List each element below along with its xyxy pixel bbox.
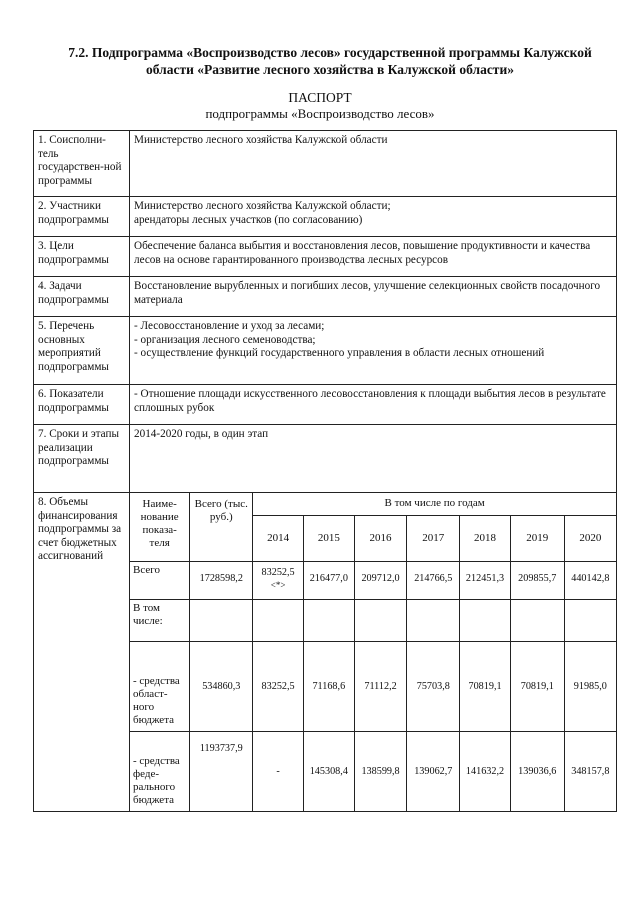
value-cell: 91985,0	[564, 641, 616, 731]
value-cell	[407, 599, 460, 641]
col-name-header: Наиме-нование показа-теля	[130, 493, 190, 561]
row-value: - Отношение площади искусственного лесовосстановления к площади выбытия лесов в результате сплошных рубок	[130, 385, 617, 425]
year-header: 2017	[407, 515, 460, 561]
list-line: - осуществление функций государственного управления в области лесных отношений	[134, 347, 545, 359]
col-years-header: В том числе по годам	[253, 493, 616, 515]
value-cell	[510, 599, 564, 641]
year-header: 2020	[564, 515, 616, 561]
row-label: 8. Объемы финансирования подпрограммы за счет бюджетных ассигнований	[34, 493, 130, 812]
passport-row-8	[34, 493, 617, 812]
row-value: 2014-2020 годы, в один этап	[130, 425, 617, 493]
row-value: Министерство лесного хозяйства Калужской области	[130, 131, 617, 197]
finance-row-federal	[130, 731, 616, 811]
value-cell: 139062,7	[407, 731, 460, 811]
value-cell	[564, 599, 616, 641]
value-cell: 139036,6	[510, 731, 564, 811]
year-header: 2018	[460, 515, 511, 561]
value-cell: 71168,6	[303, 641, 354, 731]
value-cell	[460, 599, 511, 641]
row-value: Восстановление вырубленных и погибших лесов, улучшение селекционных свойств посадочного материала	[130, 277, 617, 317]
value-cell: 216477,0	[303, 561, 354, 599]
finance-row-including	[130, 599, 616, 641]
passport-row-4	[34, 277, 617, 317]
passport-row-5	[34, 317, 617, 385]
row-label: 3. Цели подпрограммы	[34, 237, 130, 277]
passport-table	[33, 130, 617, 812]
row-label: 2. Участники подпрограммы	[34, 197, 130, 237]
passport-row-6	[34, 385, 617, 425]
value-cell: 83252,5	[253, 641, 304, 731]
row-value	[130, 197, 617, 237]
value-cell	[354, 599, 407, 641]
value-cell: 440142,8	[564, 561, 616, 599]
value-cell: 209855,7	[510, 561, 564, 599]
year-header: 2016	[354, 515, 407, 561]
value-cell: 71112,2	[354, 641, 407, 731]
year-header: 2019	[510, 515, 564, 561]
finance-row-total	[130, 561, 616, 599]
row-value: Обеспечение баланса выбытия и восстановления лесов, повышение продуктивности и качества лесов на основе гарантированного производства лесных ресурсов	[130, 237, 617, 277]
finance-cell	[130, 493, 617, 812]
value-cell: 138599,8	[354, 731, 407, 811]
row-label: 1. Соисполни-тель государствен-ной программы	[34, 131, 130, 197]
row-label: 5. Перечень основных мероприятий подпрограммы	[34, 317, 130, 385]
value-cell: 75703,8	[407, 641, 460, 731]
row-total	[190, 599, 253, 641]
list-line: арендаторы лесных участков (по согласованию)	[134, 213, 363, 226]
value-cell	[253, 561, 304, 599]
footnote-mark: <*>	[270, 579, 286, 590]
row-total: 1193737,9	[190, 731, 253, 811]
row-value	[130, 317, 617, 385]
year-header: 2014	[253, 515, 304, 561]
passport-row-2	[34, 197, 617, 237]
value-cell: -	[253, 731, 304, 811]
passport-heading: ПАСПОРТ	[288, 90, 352, 105]
year-header: 2015	[303, 515, 354, 561]
value-cell: 212451,3	[460, 561, 511, 599]
value-cell: 70819,1	[460, 641, 511, 731]
row-label: 6. Показатели подпрограммы	[34, 385, 130, 425]
row-label: 4. Задачи подпрограммы	[34, 277, 130, 317]
row-label: 7. Сроки и этапы реализации подпрограммы	[34, 425, 130, 493]
value-cell: 348157,8	[564, 731, 616, 811]
finance-row-regional	[130, 641, 616, 731]
row-total: 534860,3	[190, 641, 253, 731]
value-cell	[253, 599, 304, 641]
value-cell: 70819,1	[510, 641, 564, 731]
col-total-header: Всего (тыс. руб.)	[190, 493, 253, 561]
document-title: 7.2. Подпрограмма «Воспроизводство лесов» государственной программы Калужской области «Развитие лесного хозяйства в Калужской области»	[68, 45, 592, 77]
finance-header-row	[130, 493, 616, 515]
value-cell: 145308,4	[303, 731, 354, 811]
row-total: 1728598,2	[190, 561, 253, 599]
list-line: Министерство лесного хозяйства Калужской области;	[134, 200, 391, 212]
value-cell: 209712,0	[354, 561, 407, 599]
list-line: - Лесовосстановление и уход за лесами;	[134, 320, 325, 332]
passport-row-1	[34, 131, 617, 197]
value-cell: 141632,2	[460, 731, 511, 811]
list-line: - организация лесного семеноводства;	[134, 333, 316, 346]
row-name: Всего	[130, 561, 190, 599]
row-name: - средства феде-рального бюджета	[130, 731, 190, 811]
value-text: 83252,5	[261, 566, 295, 578]
passport-row-3	[34, 237, 617, 277]
value-cell: 214766,5	[407, 561, 460, 599]
row-name: В том числе:	[130, 599, 190, 641]
finance-table	[130, 493, 616, 811]
passport-row-7	[34, 425, 617, 493]
row-name: - средства област-ного бюджета	[130, 641, 190, 731]
passport-subtitle: подпрограммы «Воспроизводство лесов»	[205, 106, 435, 121]
value-cell	[303, 599, 354, 641]
